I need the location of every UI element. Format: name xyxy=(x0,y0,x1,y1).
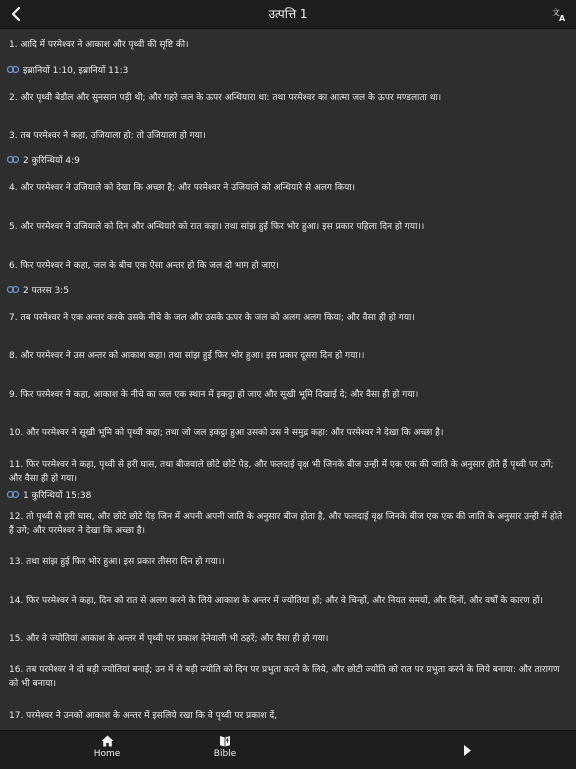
cross-reference-3[interactable] xyxy=(7,282,69,296)
cross-reference-text: इब्रानियों 1:10, इब्रानियों 11:3 xyxy=(23,65,129,76)
translate-button[interactable] xyxy=(548,2,572,26)
verse-5[interactable]: 5. और परमेश्वर ने उजियाले को दिन और अन्धियारे को रात कहा। तथा सांझ हुई फिर भोर हुआ। इस प्रकार पहिला दिन हो गया।। xyxy=(9,222,425,232)
cross-reference-1[interactable] xyxy=(7,62,128,76)
bottom-nav-bar xyxy=(0,730,576,769)
verse-11[interactable]: 11. फिर परमेश्वर ने कहा, पृथ्वी से हरी घास, तथा बीजवाले छोटे छोटे पेड़, और फलदाई वृक्ष भी जिनके बीज उन्ही में एक एक की जाति के अनुसार होते हैं पृथ्वी पर उगें; और वैसा ही हो गया। xyxy=(9,460,554,484)
verse-8[interactable]: 8. और परमेश्वर ने उस अन्तर को आकाश कहा। तथा सांझ हुई फिर भोर हुआ। इस प्रकार दूसरा दिन हो गया।। xyxy=(9,351,365,361)
cross-reference-4[interactable] xyxy=(7,487,91,501)
link-icon xyxy=(7,286,19,293)
bible-icon xyxy=(219,735,231,747)
verse-13[interactable]: 13. तथा सांझ हुई फिर भोर हुआ। इस प्रकार तीसरा दिन हो गया।। xyxy=(9,557,225,567)
svg-text:A: A xyxy=(559,14,566,22)
link-icon xyxy=(7,491,19,498)
nav-bible-label: Bible xyxy=(213,749,237,759)
verse-12[interactable]: 12. तो पृथ्वी से हरी घास, और छोटे छोटे पेड़ जिन में अपनी अपनी जाति के अनुसार बीज होता है, और फलदाई वृक्ष जिनके बीज एक एक की जाति के अनुसार उन्ही में होते हैं उगे; और परमेश्वर ने देखा कि अच्छा है। xyxy=(9,512,563,536)
verse-10[interactable]: 10. और परमेश्वर ने सूखी भूमि को पृथ्वी कहा; तथा जो जल इकट्ठा हुआ उसको उस ने समुद्र कहा: और परमेश्वर ने देखा कि अच्छा है। xyxy=(9,428,444,438)
translate-icon xyxy=(552,6,568,22)
verse-9[interactable]: 9. फिर परमेश्वर ने कहा, आकाश के नीचे का जल एक स्थान में इकट्ठा हो जाए और सूखी भूमि दिखाई दे; और वैसा ही हो गया। xyxy=(9,390,419,400)
verse-17[interactable]: 17. परमेश्वर ने उनको आकाश के अन्तर में इसलिये रखा कि वे पृथ्वी पर प्रकाश दें, xyxy=(9,711,278,721)
home-icon xyxy=(101,735,114,747)
verse-1[interactable]: 1. आदि में परमेश्वर ने आकाश और पृथ्वी की सृष्टि की। xyxy=(9,40,189,50)
cross-reference-text: 2 कुरिन्थियों 4:9 xyxy=(23,155,80,166)
nav-home[interactable] xyxy=(77,735,137,765)
page-title: उत्पत्ति 1 xyxy=(268,7,308,21)
next-chapter-button[interactable] xyxy=(456,739,478,761)
chapter-content xyxy=(0,29,576,730)
verse-15[interactable]: 15. और वे ज्योतियां आकाश के अन्तर में पृथ्वी पर प्रकाश देनेवाली भी ठहरें; और वैसा ही हो गया। xyxy=(9,634,329,644)
verse-7[interactable]: 7. तब परमेश्वर ने एक अन्तर करके उसके नीचे के जल और उसके ऊपर के जल को अलग अलग किया; और वैसा ही हो गया। xyxy=(9,313,415,323)
back-button[interactable] xyxy=(4,2,28,26)
play-next-icon xyxy=(462,744,472,757)
verse-3[interactable]: 3. तब परमेश्वर ने कहा, उजियाला हो: तो उजियाला हो गया। xyxy=(9,131,206,141)
verse-2[interactable]: 2. और पृथ्वी बेडौल और सुनसान पड़ी थी; और गहरे जल के ऊपर अन्धियारा था: तथा परमेश्वर का आत्मा जल के ऊपर मण्डलाता था। xyxy=(9,93,442,103)
verse-16[interactable]: 16. तब परमेश्वर ने दो बड़ी ज्योतियां बनाईं; उन में से बड़ी ज्योति को दिन पर प्रभुता करने के लिये, और छोटी ज्योति को रात पर प्रभुता करने के लिये बनाया: और तारागण को भी बनाया। xyxy=(9,665,560,689)
verse-14[interactable]: 14. फिर परमेश्वर ने कहा, दिन को रात से अलग करने के लिये आकाश के अन्तर में ज्योतियां हों; और वे चिन्हों, और नियत समयों, और दिनों, और वर्षों के कारण हों। xyxy=(9,596,543,606)
verse-4[interactable]: 4. और परमेश्वर ने उजियाले को देखा कि अच्छा है; और परमेश्वर ने उजियाले को अन्धियारे से अलग किया। xyxy=(9,183,356,193)
nav-home-label: Home xyxy=(93,749,121,759)
link-icon xyxy=(7,156,19,163)
verse-6[interactable]: 6. फिर परमेश्वर ने कहा, जल के बीच एक ऐसा अन्तर हो कि जल दो भाग हो जाए। xyxy=(9,261,279,271)
cross-reference-text: 2 पतरस 3:5 xyxy=(23,285,69,296)
cross-reference-text: 1 कुरिन्थियों 15:38 xyxy=(23,490,92,501)
svg-text:文: 文 xyxy=(552,8,560,17)
chevron-left-icon xyxy=(9,6,23,22)
link-icon xyxy=(7,66,19,73)
cross-reference-2[interactable] xyxy=(7,152,80,166)
top-app-bar xyxy=(0,0,576,29)
nav-bible[interactable] xyxy=(195,735,255,765)
